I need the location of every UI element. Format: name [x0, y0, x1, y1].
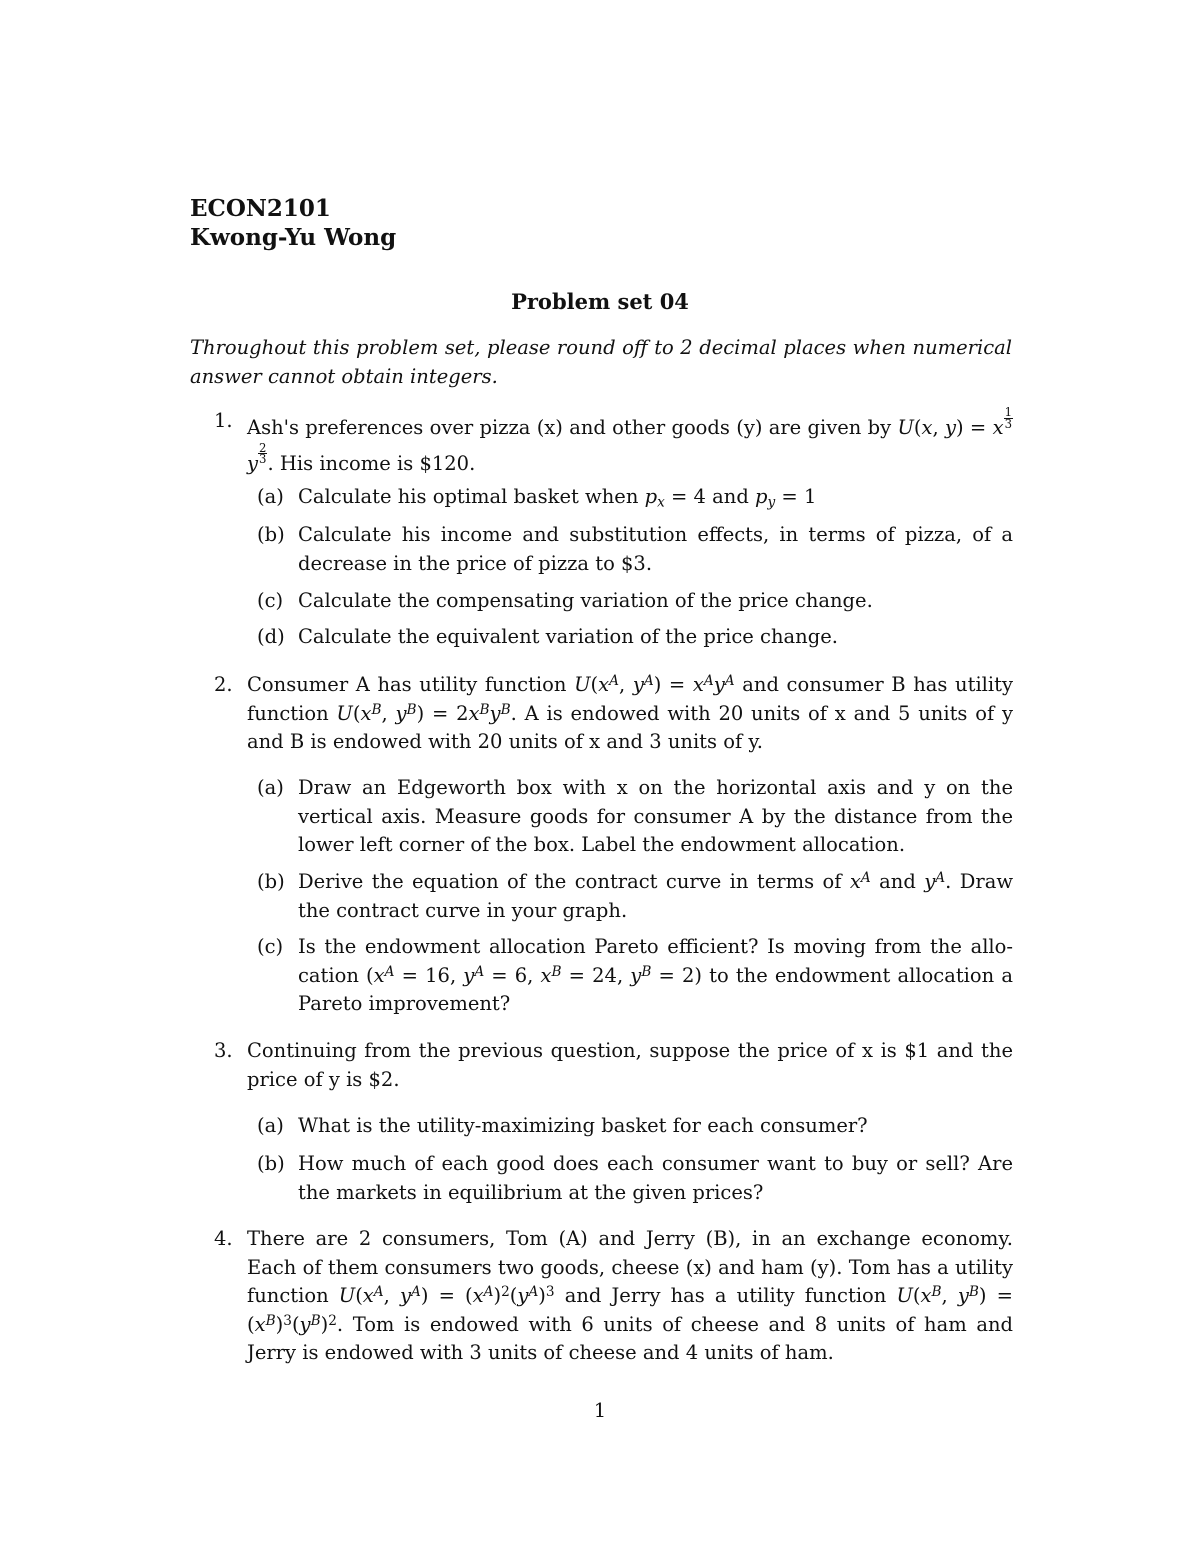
page-number: 1 [593, 1399, 607, 1422]
part-label: (a) [257, 485, 284, 508]
part-label: (b) [257, 1152, 285, 1175]
part-label: (d) [257, 625, 285, 648]
problem-1d-text: Calculate the equivalent variation of the price change. [298, 625, 838, 648]
problem-2-text: Consumer A has utility function $U(x^A$, $y^A) = x^Ay^A$ and consumer B has utility function $U(x^B$, $y^B) = 2x^By^B$. A is endowed with 20 units of x and 5 units of y and B is endowed with 20 units of x and 3 units of y. [247, 672, 1014, 754]
problem-number: 2. [214, 673, 233, 696]
course-code: ECON2101 [190, 195, 331, 222]
problem-1b-text: Calculate his income and substitution effects, in terms of pizza, of a decrease in the price of pizza to $3. [298, 523, 1013, 575]
part-label: (c) [257, 935, 284, 958]
problem-1c-text: Calculate the compensating variation of the price change. [298, 589, 873, 612]
author-name: Kwong-Yu Wong [190, 224, 397, 251]
problem-3-text: Continuing from the previous question, suppose the price of x is $1 and the price of y is $2. [247, 1039, 1013, 1091]
part-label: (b) [257, 870, 285, 893]
problem-number: 1. [214, 409, 233, 432]
part-label: (b) [257, 523, 285, 546]
problem-3a-text: What is the utility-maximizing basket for each consumer? [298, 1114, 868, 1137]
problem-4-text: There are 2 consumers, Tom (A) and Jerry (B), in an exchange economy. Each of them consumers two goods, cheese (x) and ham (y). Tom has a utility function $U(x^A$, $y^A) = (x^A)^2(y^A)^3$ and Jerry has a utility function $U(x^B$, $y^B) = (x^B)^3(y^B)^2$. Tom is endowed with 6 units of cheese and 8 units of ham and Jerry is endowed with 3 units of cheese and 4 units of ham. [247, 1227, 1013, 1365]
problem-3b-text: How much of each good does each consumer want to buy or sell? Are the markets in equilibrium at the given prices? [298, 1152, 1013, 1204]
problem-number: 3. [214, 1039, 233, 1062]
problem-1a-text: Calculate his optimal basket when $p_x = 4$ and $p_y = 1$ [298, 485, 817, 511]
problem-number: 4. [214, 1227, 233, 1250]
page-title: Problem set 04 [511, 289, 689, 314]
part-label: (a) [257, 776, 284, 799]
problem-2c-text: Is the endowment allocation Pareto efficient? Is moving from the allo-cation ($x^A = 16$, $y^A = 6$, $x^B = 24$, $y^B = 2$) to the endowment allocation a Pareto improvement? [298, 935, 1013, 1016]
part-label: (c) [257, 589, 284, 612]
instructions: Throughout this problem set, please round off to 2 decimal places when numerical answer cannot obtain integers. [190, 336, 1012, 388]
problem-1-text: Ash's preferences over pizza (x) and other goods (y) are given by U(x, y) = x $\frac{1}{3}$ y $\frac{2}{3}$ . His income is $120. [247, 405, 1013, 475]
problem-2b-text: Derive the equation of the contract curve in terms of $x^A$ and $y^A$. Draw the contract curve in your graph. [298, 869, 1014, 922]
part-label: (a) [257, 1114, 284, 1137]
problem-2a-text: Draw an Edgeworth box with x on the horizontal axis and y on the vertical axis. Measure goods for consumer A by the distance from the lower left corner of the box. Label the endowment allocation. [298, 776, 1013, 857]
